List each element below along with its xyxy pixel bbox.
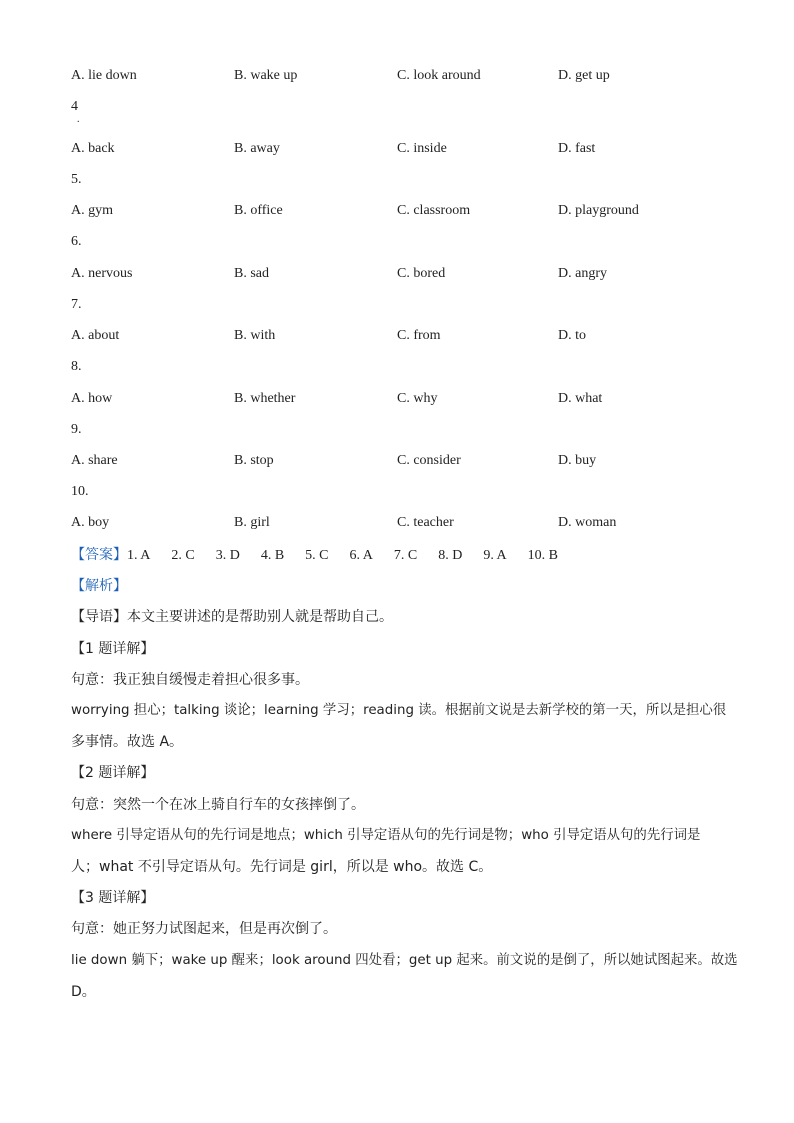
question-options-row	[71, 512, 731, 534]
option-b: B. with	[234, 328, 276, 343]
question-options-row	[71, 138, 731, 160]
detail-meaning: 句意：我正独自缓慢走着担心很多事。	[71, 672, 309, 688]
answer-item: 7. C	[393, 548, 418, 563]
question-options-row	[71, 325, 731, 347]
option-a: A. back	[71, 141, 115, 156]
question-number: 5.	[71, 172, 82, 187]
answer-item: 9. A	[483, 548, 507, 563]
answer-item: 1. A	[127, 548, 151, 563]
detail-meaning: 句意：突然一个在冰上骑自行车的女孩摔倒了。	[71, 797, 365, 813]
option-d: D. to	[558, 328, 586, 343]
question-number: 8.	[71, 359, 82, 374]
option-c: C. inside	[397, 141, 447, 156]
question-number: 6.	[71, 234, 82, 249]
option-d: D. buy	[558, 453, 597, 468]
question-number: 7.	[71, 297, 82, 312]
option-b: B. office	[234, 203, 283, 218]
option-b: B. stop	[234, 453, 274, 468]
analysis-label: 【解析】	[71, 578, 127, 594]
option-a: A. share	[71, 453, 118, 468]
option-a: A. gym	[71, 203, 113, 218]
answer-item: 5. C	[305, 548, 329, 563]
option-d: D. fast	[558, 141, 596, 156]
answer-label: 【答案】	[71, 547, 127, 563]
question-options-row	[71, 65, 731, 87]
detail-explanation-cont: 多事情。故选 A。	[71, 734, 184, 750]
option-c: C. why	[397, 391, 438, 406]
question-options-row	[71, 388, 731, 410]
option-a: A. boy	[71, 515, 110, 530]
option-b: B. sad	[234, 266, 269, 281]
question-options-row	[71, 263, 731, 285]
option-c: C. look around	[397, 68, 481, 83]
option-b: B. girl	[234, 515, 270, 530]
answer-item: 6. A	[349, 548, 373, 563]
option-d: D. playground	[558, 203, 639, 218]
detail-explanation: where 引导定语从句的先行词是地点；which 引导定语从句的先行词是物；who 引导定语从句的先行词是	[71, 828, 701, 843]
option-b: B. away	[234, 141, 280, 156]
option-c: C. from	[397, 328, 441, 343]
answer-item: 10. B	[527, 548, 558, 563]
answer-item: 8. D	[438, 548, 463, 563]
question-number: 10.	[71, 484, 89, 499]
detail-explanation: worrying 担心；talking 谈论；learning 学习；reading 读。根据前文说是去新学校的第一天，所以是担心很	[71, 703, 727, 718]
option-d: D. get up	[558, 68, 610, 83]
option-b: B. whether	[234, 391, 296, 406]
option-c: C. teacher	[397, 515, 454, 530]
answer-item: 4. B	[260, 548, 285, 563]
option-d: D. what	[558, 391, 603, 406]
detail-explanation: lie down 躺下；wake up 醒来；look around 四处看；get up 起来。前文说的是倒了，所以她试图起来。故选	[71, 953, 738, 968]
detail-heading: 【1 题详解】	[71, 641, 155, 657]
answer-line	[71, 544, 579, 566]
option-d: D. angry	[558, 266, 607, 281]
option-b: B. wake up	[234, 68, 298, 83]
answer-item: 2. C	[171, 548, 195, 563]
detail-explanation-cont: 人；what 不引导定语从句。先行词是 girl，所以是 who。故选 C。	[71, 859, 493, 875]
detail-meaning: 句意：她正努力试图起来，但是再次倒了。	[71, 921, 337, 937]
answer-item: 3. D	[215, 548, 240, 563]
option-c: C. bored	[397, 266, 446, 281]
question-options-row	[71, 200, 731, 222]
option-c: C. classroom	[397, 203, 471, 218]
guide-intro: 【导语】本文主要讲述的是帮助别人就是帮助自己。	[71, 609, 393, 625]
detail-heading: 【3 题详解】	[71, 890, 155, 906]
question-number: 9.	[71, 422, 82, 437]
option-a: A. lie down	[71, 68, 137, 83]
option-d: D. woman	[558, 515, 617, 530]
detail-explanation-cont: D。	[71, 984, 96, 1000]
question-number: 4	[71, 99, 78, 114]
question-number-dot: .	[77, 114, 80, 125]
option-a: A. how	[71, 391, 113, 406]
option-a: A. nervous	[71, 266, 133, 281]
option-a: A. about	[71, 328, 120, 343]
question-options-row	[71, 450, 731, 472]
detail-heading: 【2 题详解】	[71, 765, 155, 781]
option-c: C. consider	[397, 453, 461, 468]
